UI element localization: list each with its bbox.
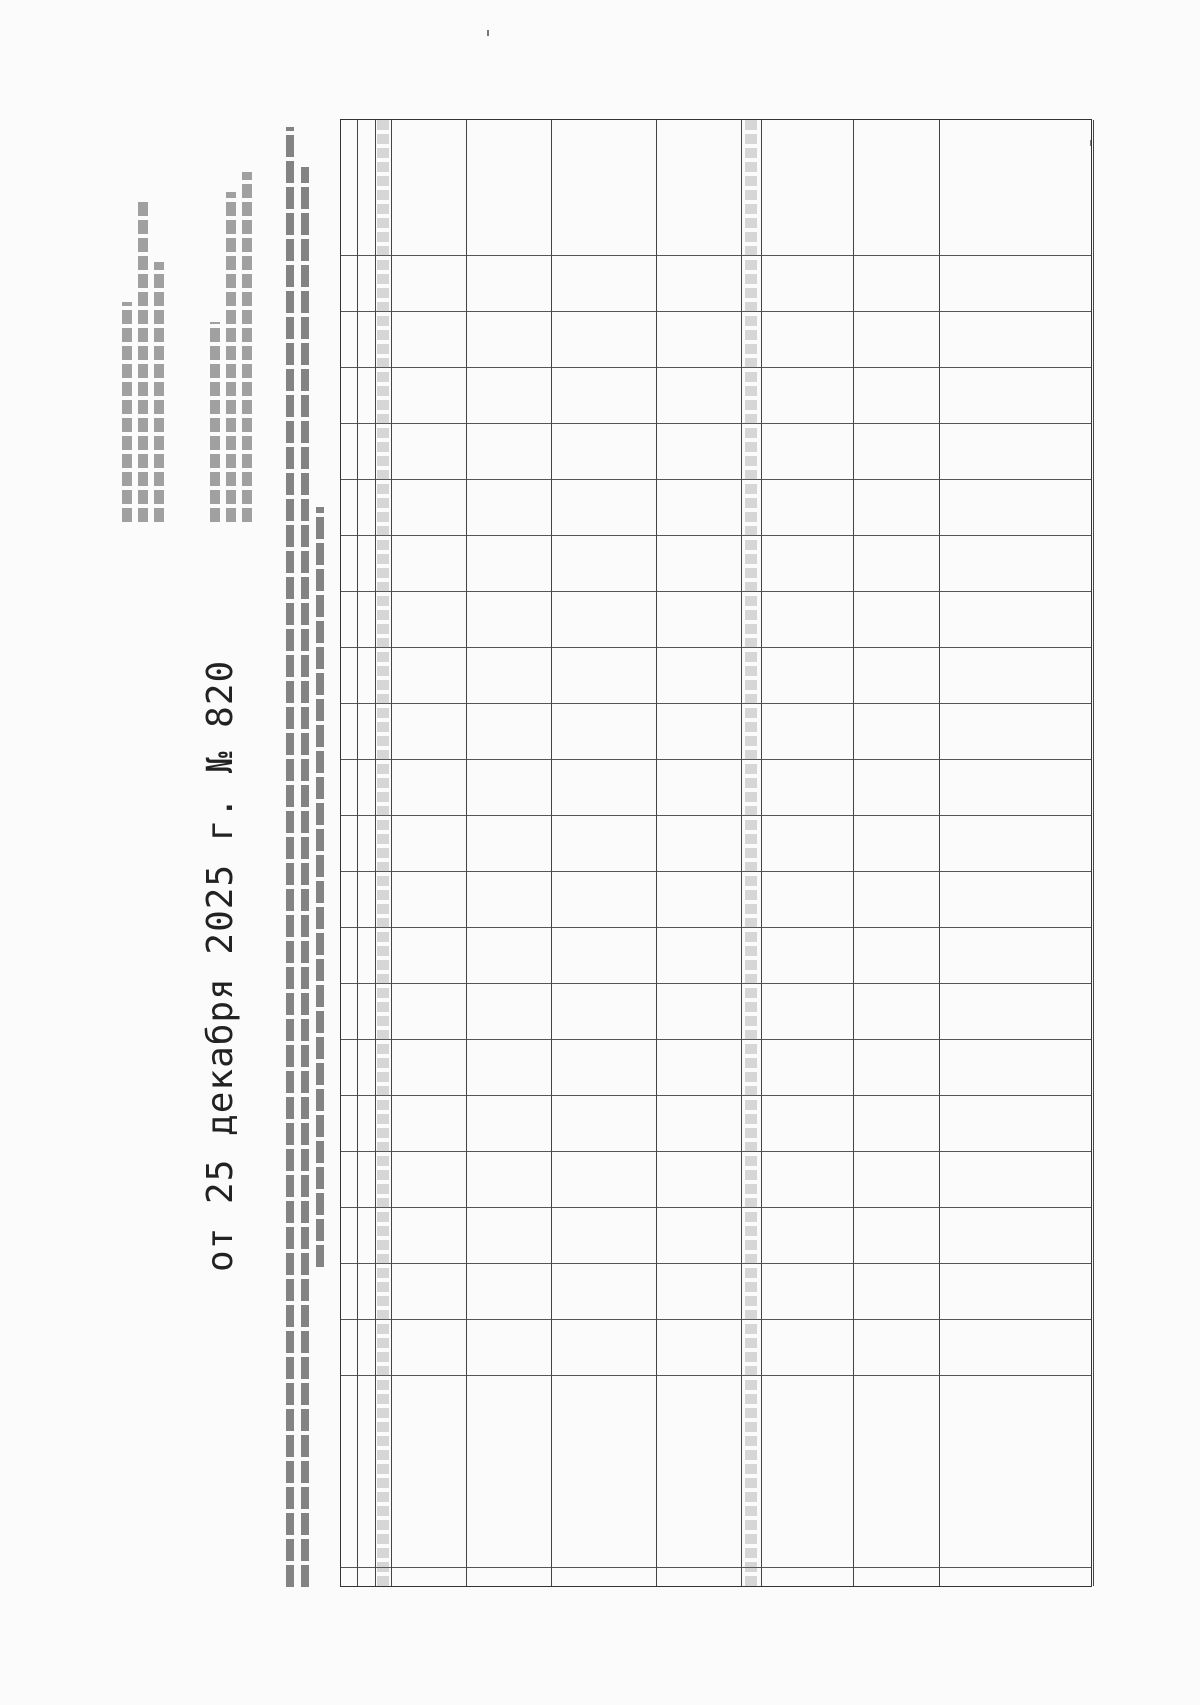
indicators-table (340, 119, 1092, 1587)
scan-speck (487, 30, 489, 36)
document-title (286, 127, 332, 1587)
section-band-all-region (377, 120, 389, 1586)
section-band-project (745, 120, 757, 1586)
resolution-date-line: от 25 декабря 2025 г. № 820 (200, 659, 241, 1272)
appendix-header (122, 162, 262, 522)
landscape-page-content (100, 102, 1100, 1602)
